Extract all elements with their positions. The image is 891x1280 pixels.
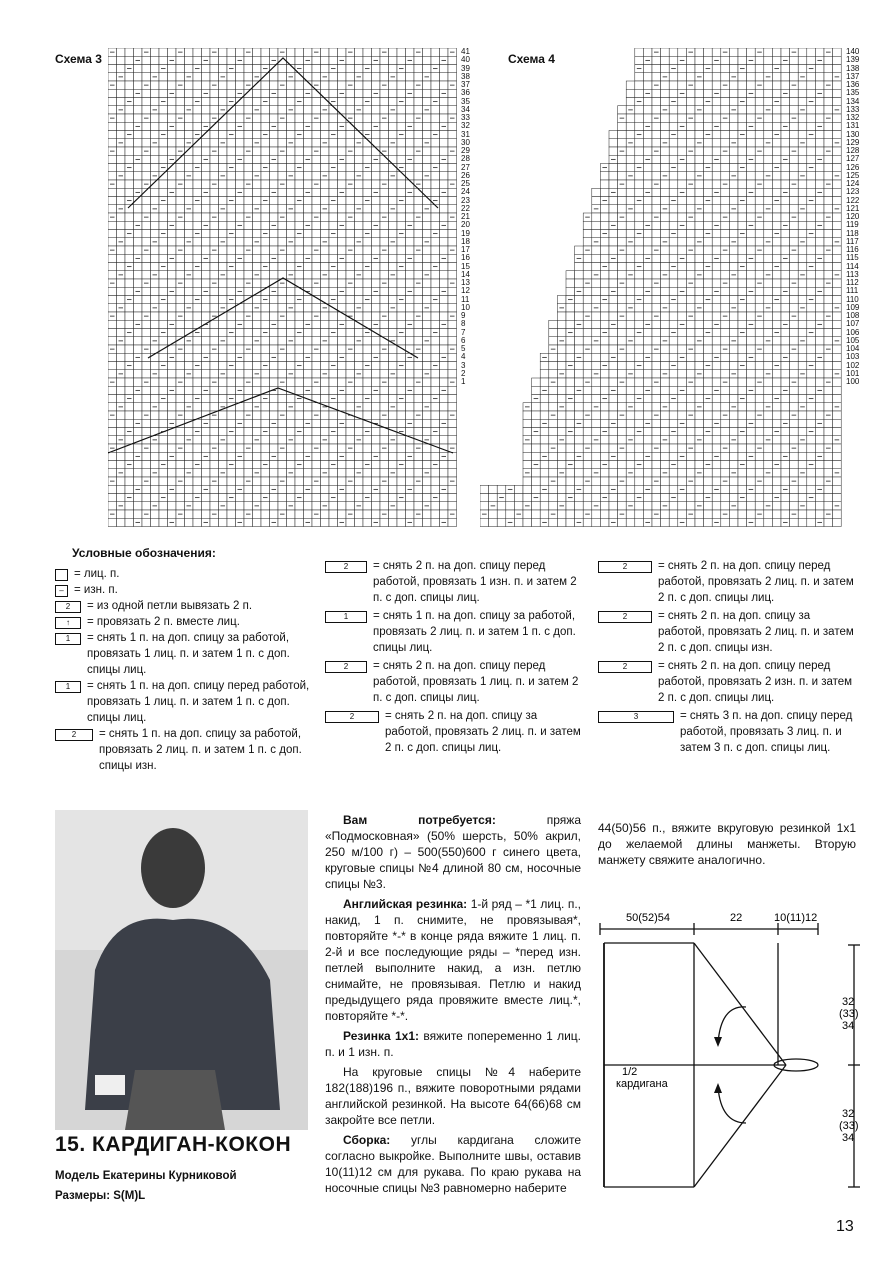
row-number: 26 [461, 170, 470, 180]
row-number: 116 [846, 245, 859, 254]
row-number: 18 [461, 236, 470, 246]
legend-item: 2 = снять 2 п. на доп. спицу перед работой, провязать 1 лиц. п. и затем 2 п. с доп. спицы лиц. [325, 658, 587, 706]
dim-height-top-1: 32 [842, 996, 855, 1008]
legend-item: 2 = снять 2 п. на доп. спицу перед работой, провязать 2 изн. п. и затем 2 п. с доп. спицы лиц. [598, 658, 860, 706]
row-number: 39 [461, 63, 470, 73]
legend-item: 2 = снять 2 п. на доп. спицу перед работой, провязать 2 лиц. п. и затем 2 п. с доп. спицы лиц. [598, 558, 860, 606]
row-number: 140 [846, 47, 860, 56]
schematic-drawing [596, 905, 866, 1195]
row-number: 9 [461, 311, 466, 320]
row-number: 103 [846, 352, 860, 362]
model-photo [55, 810, 308, 1130]
row-number: 2 [461, 368, 466, 378]
schema-3-chart [108, 48, 458, 528]
row-number: 23 [461, 195, 470, 205]
row-number: 118 [846, 228, 859, 238]
row-number: 13 [461, 278, 470, 287]
legend-item: 1 = снять 1 п. на доп. спицу за работой, провязать 1 лиц. п. и затем 1 п. с доп. спицы лиц. [55, 630, 315, 678]
legend-item: 2 = снять 2 п. на доп. спицу за работой, провязать 2 лиц. п. и затем 2 п. с доп. спицы лиц. [325, 708, 587, 756]
row-number: 109 [846, 302, 860, 312]
increase-symbol-icon: 2 [55, 601, 81, 613]
row-number: 11 [461, 294, 470, 304]
row-number: 115 [846, 253, 859, 263]
row-number: 100 [846, 377, 860, 386]
materials-paragraph: Вам потребуется: пряжа «Подмосковная» (50% шерсть, 50% акрил, 250 м/100 г) – 500(550)600 г синего цвета, круговые спицы №4 длиной 80 см, носочные спицы №3. [325, 813, 581, 891]
row-number: 119 [846, 220, 859, 230]
row-number: 122 [846, 195, 860, 205]
schema-3-row-numbers [461, 48, 470, 386]
row-number: 15 [461, 261, 470, 271]
cable-right-2-2-purl-icon: 2 [598, 611, 652, 623]
schema-3-title: Схема 3 [55, 52, 102, 66]
row-number: 8 [461, 319, 466, 329]
row-number: 126 [846, 162, 860, 172]
legend-item: 1 = снять 1 п. на доп. спицу за работой, провязать 2 лиц. п. и затем 1 п. с доп. спицы лиц. [325, 608, 587, 656]
row-number: 135 [846, 88, 860, 98]
schema-4-row-numbers [846, 48, 859, 386]
cable-right-purl-icon: 2 [55, 729, 93, 741]
cable-left-3-3-icon: 3 [598, 711, 674, 723]
row-number: 139 [846, 55, 860, 65]
dim-height-top-2: (33) [839, 1008, 859, 1020]
legend-item: 2 = из одной петли вывязать 2 п. [55, 598, 315, 614]
row-number: 123 [846, 187, 860, 197]
legend-item: 2 = снять 2 п. на доп. спицу перед работой, провязать 1 изн. п. и затем 2 п. с доп. спицы лиц. [325, 558, 587, 606]
row-number: 117 [846, 236, 859, 246]
legend-title: Условные обозначения: [72, 546, 216, 560]
row-number: 21 [461, 212, 470, 221]
row-number: 120 [846, 212, 860, 221]
dim-height-bottom-1: 32 [842, 1108, 855, 1120]
legend-item: 2 = снять 1 п. на доп. спицу за работой, провязать 2 лиц. п. и затем 1 п. с доп. спицы изн. [55, 726, 315, 774]
legend-column-2 [325, 558, 587, 756]
dim-height-bottom-2: (33) [839, 1120, 859, 1132]
row-number: 110 [846, 294, 859, 304]
row-number: 4 [461, 352, 466, 362]
row-number: 7 [461, 327, 466, 337]
row-number: 29 [461, 146, 470, 155]
row-number: 17 [461, 245, 470, 254]
row-number: 121 [846, 203, 860, 213]
row-number: 22 [461, 203, 470, 213]
garment-schematic [596, 905, 866, 1195]
purl-symbol-icon: – [55, 585, 68, 597]
row-number: 131 [846, 121, 860, 131]
dim-height-bottom-3: 34 [842, 1132, 855, 1144]
row-number: 34 [461, 104, 470, 114]
cable-left-2-2-purl-icon: 2 [598, 661, 652, 673]
row-number: 138 [846, 63, 860, 73]
row-number: 101 [846, 368, 860, 378]
cable-left-2-1-icon: 2 [325, 661, 367, 673]
row-number: 20 [461, 220, 470, 230]
row-number: 128 [846, 146, 860, 155]
row-number: 104 [846, 344, 860, 353]
rib-1x1-paragraph: Резинка 1х1: вяжите попеременно 1 лиц. п. и 1 изн. п. [325, 1029, 582, 1059]
schema-4-chart [480, 48, 845, 528]
row-number: 37 [461, 80, 470, 89]
legend-item: 2 = снять 2 п. на доп. спицу за работой, провязать 2 лиц. п. и затем 2 п. с доп. спицы изн. [598, 608, 860, 656]
row-number: 114 [846, 261, 859, 271]
row-number: 134 [846, 96, 860, 106]
row-number: 12 [461, 286, 470, 296]
row-number: 111 [846, 286, 859, 296]
row-number: 129 [846, 137, 860, 147]
row-number: 38 [461, 71, 470, 81]
cardigan-label: кардигана [616, 1078, 668, 1090]
dim-sleeve-label: 10(11)12 [774, 912, 818, 924]
row-number: 14 [461, 269, 470, 279]
sizes: Размеры: S(M)L [55, 1190, 146, 1202]
row-number: 32 [461, 121, 470, 131]
knit-symbol-icon [55, 569, 68, 581]
legend-column-1 [55, 566, 315, 774]
row-number: 130 [846, 129, 860, 139]
legend-item: ↑ = провязать 2 п. вместе лиц. [55, 614, 315, 630]
row-number: 24 [461, 187, 470, 197]
row-number: 5 [461, 344, 466, 353]
row-number: 10 [461, 302, 470, 312]
dim-middle-label: 22 [730, 912, 743, 924]
legend-item: 1 = снять 1 п. на доп. спицу перед работой, провязать 1 лиц. п. и затем 1 п. с доп. спицы лиц. [55, 678, 315, 726]
row-number: 105 [846, 335, 860, 345]
article-heading: 15. КАРДИГАН-КОКОН [55, 1133, 292, 1156]
row-number: 31 [461, 129, 470, 139]
row-number: 133 [846, 104, 860, 114]
row-number: 108 [846, 311, 860, 320]
row-number: 30 [461, 137, 470, 147]
row-number: 41 [461, 47, 470, 56]
row-number: 3 [461, 360, 466, 370]
row-number: 16 [461, 253, 470, 263]
row-number: 6 [461, 335, 466, 345]
dim-width-label: 50(52)54 [626, 912, 671, 924]
dim-height-top-3: 34 [842, 1020, 855, 1032]
cable-right-2-2-icon: 2 [325, 711, 379, 723]
cable-left-2-2-icon: 2 [598, 561, 652, 573]
assembly-paragraph: Сборка: углы кардигана сложите согласно выкройке. Выполните швы, оставив 10(11)12 см для рукава. По краю рукава на носочные спицы №3 равномерно наберите [325, 1133, 581, 1195]
cable-right-1-2-icon: 1 [325, 611, 367, 623]
cable-right-1-1-icon: 1 [55, 633, 81, 645]
legend-item: = лиц. п. [55, 566, 315, 582]
row-number: 136 [846, 80, 860, 89]
cuff-paragraph: 44(50)56 п., вяжите вкруговую резинкой 1х1 до желаемой длины манжеты. Вторую манжету свяжите аналогично. [598, 821, 856, 867]
row-number: 25 [461, 179, 470, 188]
row-number: 102 [846, 360, 860, 370]
row-number: 132 [846, 113, 860, 122]
legend-item: – = изн. п. [55, 582, 315, 598]
legend-item: 3 = снять 3 п. на доп. спицу перед работой, провязать 3 лиц. п. и затем 3 п. с доп. спицы лиц. [598, 708, 860, 756]
model-illustration [55, 810, 308, 1130]
half-label: 1/2 [622, 1066, 638, 1078]
article-body [325, 812, 581, 1196]
cast-on-paragraph: На круговые спицы №4 наберите 182(188)196 п., вяжите поворотными рядами английской резинкой. На высоте 64(66)68 см закройте все петли. [325, 1065, 581, 1127]
legend-column-3 [598, 558, 860, 756]
row-number: 125 [846, 170, 860, 180]
cable-left-2-1-purl-icon: 2 [325, 561, 367, 573]
row-number: 33 [461, 113, 470, 122]
row-number: 19 [461, 228, 470, 238]
row-number: 28 [461, 154, 470, 164]
row-number: 35 [461, 96, 470, 106]
row-number: 112 [846, 278, 859, 287]
page-number: 13 [836, 1218, 854, 1235]
row-number: 40 [461, 55, 470, 65]
row-number: 127 [846, 154, 860, 164]
row-number: 137 [846, 71, 860, 81]
row-number: 113 [846, 269, 859, 279]
cable-left-1-1-icon: 1 [55, 681, 81, 693]
row-number: 124 [846, 179, 860, 188]
row-number: 107 [846, 319, 860, 329]
english-rib-paragraph: Английская резинка: 1-й ряд – *1 лиц. п., накид, 1 п. снимите, не провязывая*, повторяйте *-* в конце ряда вяжите 1 лиц. п. 2-й и все последующие ряды – *перед изн. петлей выполните накид, а изн. петлю снимайте, не провязывая. Петлю и накид предыдущего ряда провяжите вместе лиц.*, повторяйте *-*. [325, 897, 581, 1023]
row-number: 1 [461, 377, 466, 386]
schema-4-title: Схема 4 [508, 52, 555, 66]
row-number: 106 [846, 327, 860, 337]
row-number: 27 [461, 162, 470, 172]
row-number: 36 [461, 88, 470, 98]
k2tog-symbol-icon: ↑ [55, 617, 81, 629]
model-author: Модель Екатерины Курниковой [55, 1170, 237, 1182]
